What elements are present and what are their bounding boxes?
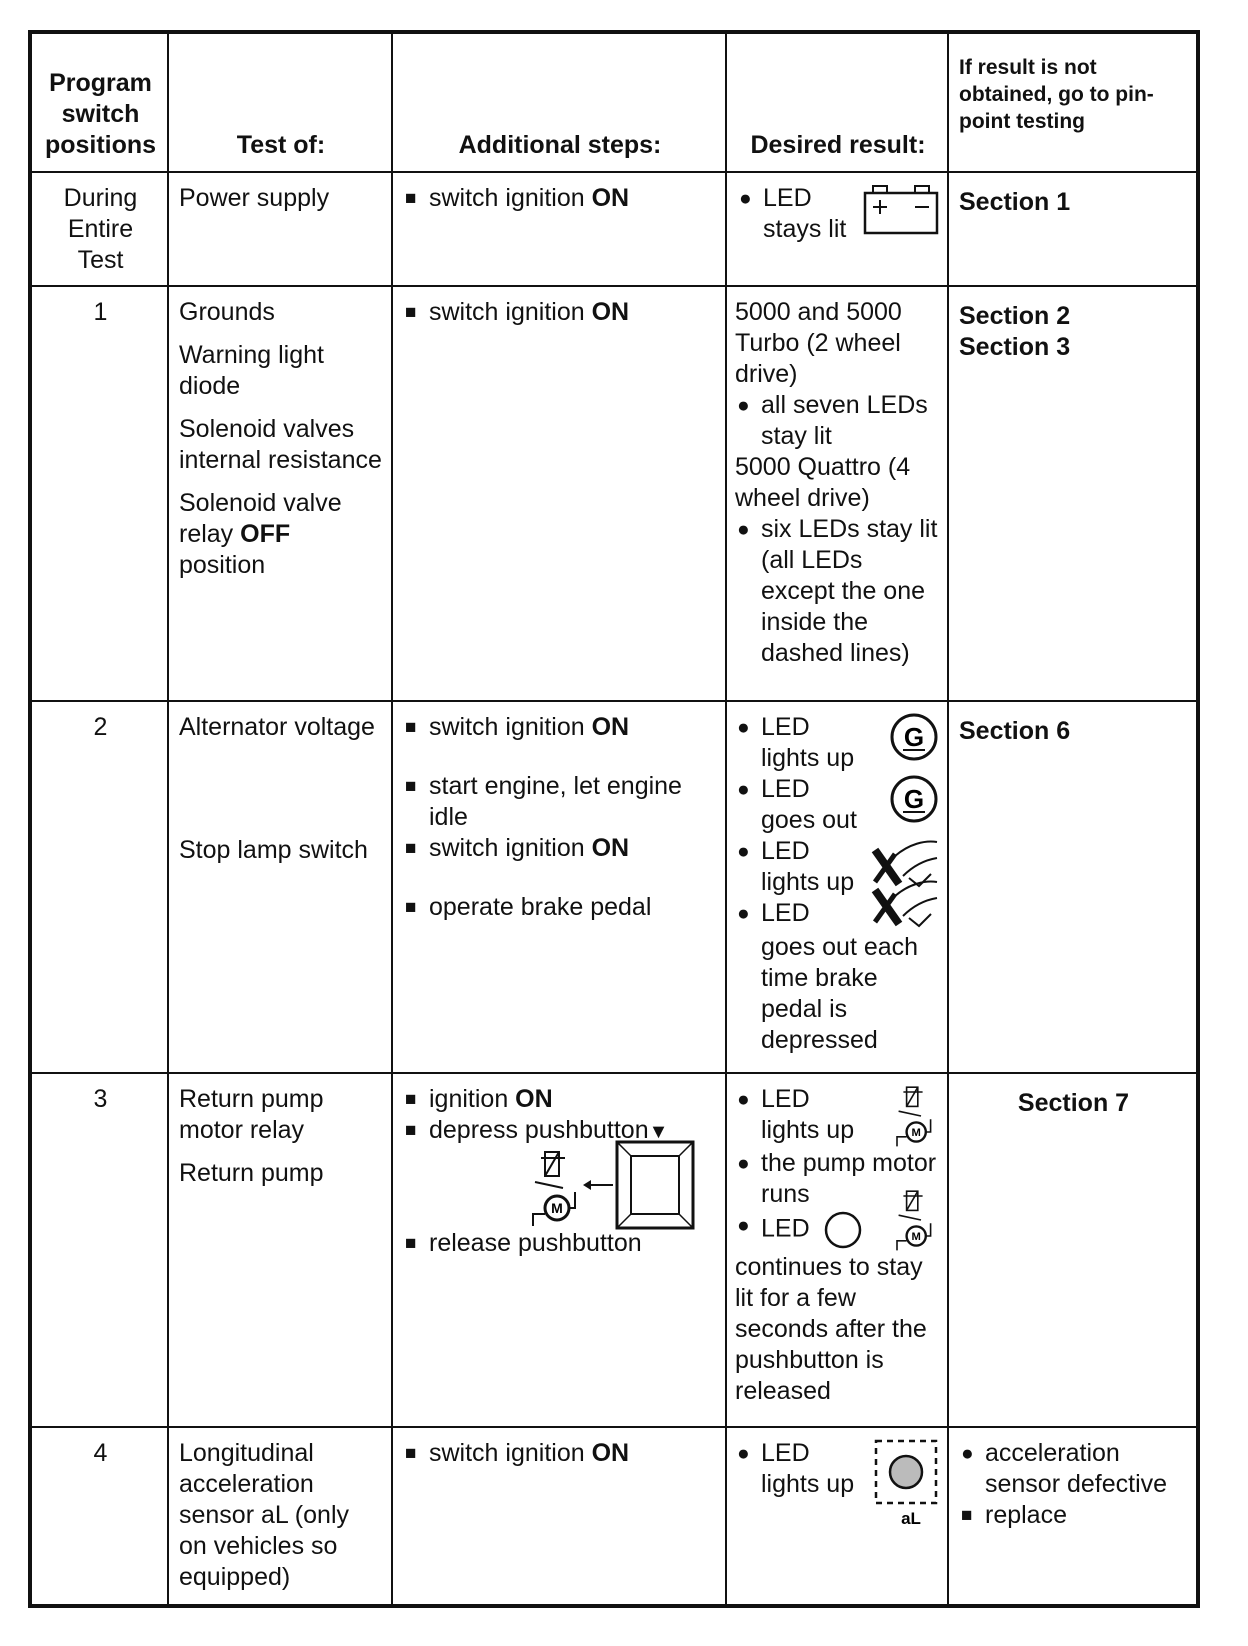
test-item: Warning light diode <box>179 340 324 400</box>
result-cell <box>726 1427 948 1606</box>
pinpoint-cell <box>948 1427 1198 1606</box>
test-cell <box>168 701 392 1073</box>
header-additional-steps: Additional steps: <box>392 32 726 172</box>
table-row <box>30 172 1198 286</box>
section-ref: Section 2 <box>959 301 1071 330</box>
result-cell <box>726 701 948 1073</box>
test-item: Solenoid valve relay OFF position <box>179 488 342 579</box>
pinpoint-cell <box>948 1073 1198 1427</box>
step-item: ■ start engine, let engine idle <box>403 771 717 833</box>
pinpoint-item: ■ replace <box>959 1500 1188 1531</box>
steps-cell <box>392 1427 726 1606</box>
pushbutton-diagram <box>403 1148 717 1228</box>
position-cell: 1 <box>30 286 168 701</box>
test-cell <box>168 286 392 701</box>
test-item: Return pump motor relay <box>179 1085 324 1145</box>
result-item-text: goes out each time brake pedal is depressed <box>761 933 919 1055</box>
svg-text:G: G <box>903 722 925 753</box>
arrow-left-icon <box>583 1178 613 1192</box>
position-cell: 3 <box>30 1073 168 1427</box>
steps-cell <box>392 701 726 1073</box>
table-row <box>30 286 1198 701</box>
table-row <box>30 1073 1198 1427</box>
battery-icon <box>863 183 939 235</box>
header-test-of: Test of: <box>168 32 392 172</box>
svg-text:G: G <box>903 784 925 815</box>
g-circle-icon <box>889 774 939 824</box>
result-item: ● LED lights up <box>735 1084 854 1146</box>
table-row <box>30 1427 1198 1606</box>
step-item: ■ operate brake pedal <box>403 892 717 923</box>
pushbutton-icon[interactable] <box>615 1140 695 1230</box>
test-item: Grounds <box>179 297 275 326</box>
header-desired-result: Desired result: <box>726 32 948 172</box>
step-item: ■ depress pushbutton▼ <box>403 1115 717 1148</box>
steps-cell <box>392 1073 726 1427</box>
g-circle-icon <box>889 712 939 762</box>
test-item: Power supply <box>179 183 330 212</box>
svg-text:aL: aL <box>901 1509 921 1529</box>
svg-text:M: M <box>911 1127 921 1140</box>
test-item: Return pump <box>179 1159 324 1188</box>
result-item: ● LED stays lit <box>737 183 846 245</box>
arrow-down-icon: ▼ <box>648 1121 669 1144</box>
result-item: ● LED lights up <box>735 712 854 774</box>
test-cell <box>168 172 392 286</box>
pinpoint-cell <box>948 172 1198 286</box>
test-item: Stop lamp switch <box>179 836 368 865</box>
result-item: ● LED lights up <box>735 1438 854 1500</box>
result-item: ● six LEDs stay lit (all LEDs except the one inside the dashed lines) <box>735 514 939 669</box>
step-item: ■ switch ignition ON <box>403 833 717 864</box>
steps-cell <box>392 286 726 701</box>
pinpoint-item: ● acceleration sensor defective <box>959 1438 1188 1500</box>
position-cell: 2 <box>30 701 168 1073</box>
test-item: Solenoid valves internal resistance <box>179 414 382 474</box>
step-item: ■ release pushbutton <box>403 1228 717 1259</box>
led-circle-icon <box>823 1210 863 1250</box>
section-ref: Section 7 <box>1017 1089 1130 1118</box>
svg-text:M: M <box>911 1231 921 1244</box>
step-item: ■ switch ignition ON <box>403 297 717 328</box>
table-row <box>30 701 1198 1073</box>
dashed-led-icon <box>873 1438 939 1528</box>
pinpoint-cell <box>948 286 1198 701</box>
test-cell <box>168 1427 392 1606</box>
section-ref: Section 3 <box>959 332 1071 361</box>
result-item: ● LED goes out <box>735 774 857 836</box>
pinpoint-cell <box>948 701 1198 1073</box>
step-item: ■ switch ignition ON <box>403 712 717 743</box>
position-cell: 4 <box>30 1427 168 1606</box>
result-group-title: 5000 Quattro (4 wheel drive) <box>735 452 911 512</box>
test-item: Longitudinal acceleration sensor aL (only on vehicles so equipped) <box>179 1439 349 1592</box>
result-item-text: continues to stay lit for a few seconds after the pushbutton is released <box>735 1253 927 1406</box>
result-item: ● all seven LEDs stay lit <box>735 390 939 452</box>
result-cell <box>726 286 948 701</box>
relay-motor-icon <box>887 1084 939 1148</box>
result-item: ● LED <box>735 1210 863 1250</box>
step-item: ■ switch ignition ON <box>403 183 717 214</box>
result-cell <box>726 172 948 286</box>
relay-motor-icon <box>523 1148 583 1228</box>
steps-cell <box>392 172 726 286</box>
section-ref: Section 1 <box>959 187 1071 216</box>
header-row <box>30 32 1198 172</box>
svg-text:M: M <box>551 1200 563 1217</box>
header-pinpoint: If result is not obtained, go to pin-point testing <box>948 32 1198 172</box>
result-group-title: 5000 and 5000 Turbo (2 wheel drive) <box>735 297 902 388</box>
result-item: ● the pump motor runs <box>735 1148 939 1210</box>
section-ref: Section 6 <box>959 717 1071 746</box>
step-item: ■ ignition ON <box>403 1084 717 1115</box>
position-cell: During Entire Test <box>30 172 168 286</box>
test-cell <box>168 1073 392 1427</box>
test-table <box>28 30 1200 1608</box>
step-item: ■ switch ignition ON <box>403 1438 717 1469</box>
test-item: Alternator voltage <box>179 713 375 742</box>
result-cell <box>726 1073 948 1427</box>
header-positions: Program switch positions <box>30 32 168 172</box>
result-item: ● LED lights up <box>735 836 854 898</box>
result-item: ● LED <box>735 898 810 929</box>
brake-pedal-icon <box>869 876 939 932</box>
